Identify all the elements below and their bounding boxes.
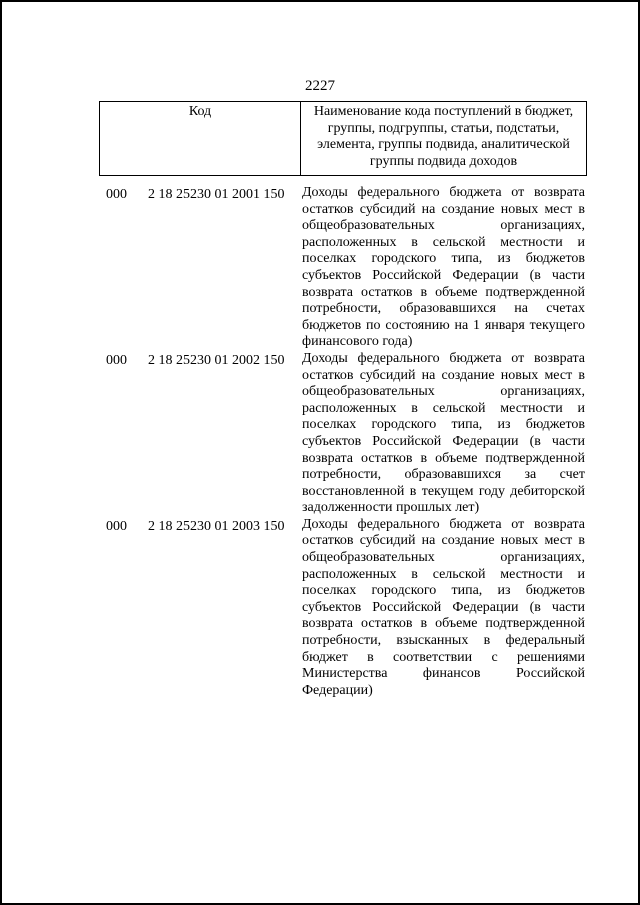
entries-list — [2, 185, 640, 699]
table-row — [2, 351, 640, 517]
row-description: Доходы федерального бюджета от возврата остатков субсидий на создание новых мест в общеобразовательных организациях, расположенных в сельской местности и поселках городского типа, из бюджетов субъектов Российской Федерации (в части возврата остатков в объеме подтвержденной потребности, образовавшихся на счетах бюджетов по состоянию на 1 января текущего финансового года) — [302, 185, 585, 350]
row-prefix: 000 — [106, 518, 127, 534]
header-code-cell: Код — [100, 102, 301, 176]
row-description: Доходы федерального бюджета от возврата остатков субсидий на создание новых мест в общеобразовательных организациях, расположенных в сельской местности и поселках городского типа, из бюджетов субъектов Российской Федерации (в части возврата остатков в объеме подтвержденной потребности, взысканных в федеральный бюджет в соответствии с решениями Министерства финансов Российской Федерации) — [302, 516, 585, 698]
table-row — [2, 517, 640, 700]
row-prefix: 000 — [106, 352, 127, 368]
row-code: 2 18 25230 01 2002 150 — [148, 352, 285, 368]
row-code: 2 18 25230 01 2003 150 — [148, 518, 285, 534]
table-row — [2, 185, 640, 351]
header-name-cell: Наименование кода поступлений в бюджет, группы, подгруппы, статьи, подстатьи, элемента, группы подвида, аналитической группы подвида доходов — [301, 102, 587, 176]
row-description: Доходы федерального бюджета от возврата остатков субсидий на создание новых мест в общеобразовательных организациях, расположенных в сельской местности и поселках городского типа, из бюджетов субъектов Российской Федерации (в части возврата остатков в объеме подтвержденной потребности, образовавшихся за счет восстановленной в текущем году дебиторской задолженности прошлых лет) — [302, 350, 585, 516]
row-code: 2 18 25230 01 2001 150 — [148, 187, 285, 202]
row-prefix: 000 — [106, 187, 127, 202]
page-number: 2227 — [305, 78, 335, 94]
header-table — [99, 101, 587, 176]
header-row — [100, 102, 587, 176]
